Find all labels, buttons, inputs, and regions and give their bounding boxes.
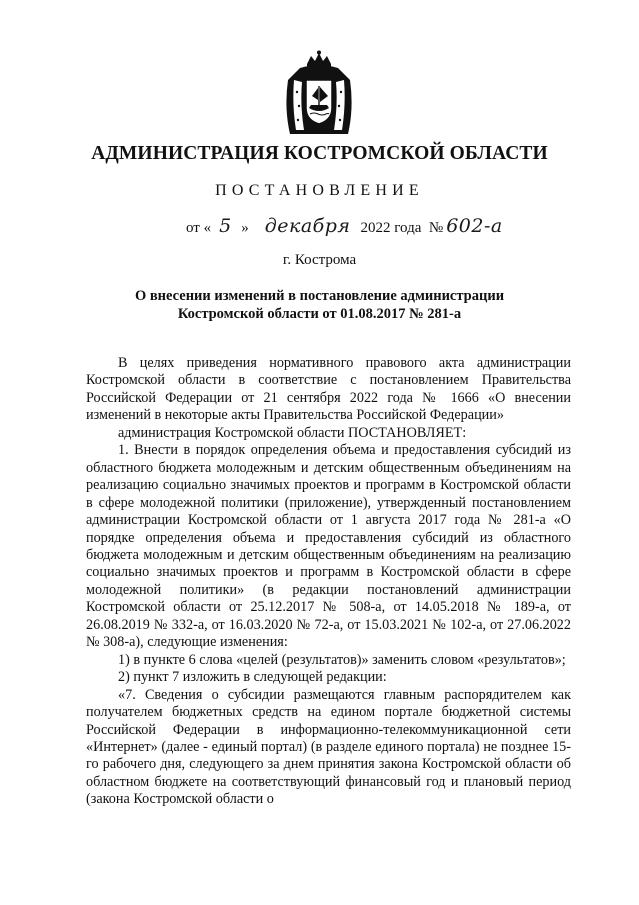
organization-title: АДМИНИСТРАЦИЯ КОСТРОМСКОЙ ОБЛАСТИ — [91, 143, 548, 164]
body-paragraph-item-1: 1. Внести в порядок определения объема и предоставления субсидий из областного бюджета молодежным и детским общественным объединениям на реализацию социально значимых проектов и программ в Костромской области в сфере молодежной политики (приложение), утвержденный постановлением администрации Костромской области от 1 августа 2017 года № 281-а «О порядке определения объема и предоставления субсидий из областного бюджета молодежным и детским общественным объединениям на реализацию социально значимых проектов и программ в Костромской области в сфере молодежной политики» (в редакции постановлений администрации Костромской области от 25.12.2017 № 508-а, от 14.05.2018 № 189-а, от 26.08.2019 № 332-а, от 16.03.2020 № 72-а, от 15.03.2021 № 102-а, от 27.06.2022 № 308-а), следующие изменения: — [86, 442, 571, 651]
coat-of-arms-emblem — [278, 50, 360, 138]
date-quote-close: » — [241, 220, 249, 236]
handwritten-number: 602-а — [446, 215, 503, 237]
city-line: г. Кострома — [282, 252, 357, 268]
handwritten-day: 5 — [219, 215, 232, 237]
subject-line-1: О внесении изменений в постановление администрации — [134, 288, 505, 304]
date-year: 2022 года — [360, 220, 422, 236]
subject-line-2: Костромской области от 01.08.2017 № 281-а — [177, 306, 462, 322]
body-paragraph-clause-7: «7. Сведения о субсидии размещаются главным распорядителем как получателем бюджетных средств на едином портале бюджетной системы Российской Федерации в информационно-телекоммуникационной сети «Интернет» (далее - единый портал) (в разделе единого портала) не позднее 15-го рабочего дня, следующего за днем принятия закона Костромской области об областном бюджете на соответствующий финансовый год и плановый период (закона Костромской области о — [86, 686, 571, 808]
document-subject — [0, 287, 639, 323]
body-paragraph-resolves: администрация Костромской области ПОСТАНОВЛЯЕТ: — [118, 424, 467, 441]
document-type: ПОСТАНОВЛЕНИЕ — [215, 182, 424, 199]
body-paragraph-preamble: В целях приведения нормативного правового акта администрации Костромской области в соответствие с постановлением Правительства Российской Федерации от 21 сентября 2022 года № 1666 «О внесении изменений в некоторые акты Правительства Российской Федерации» — [86, 355, 571, 424]
date-prefix: от « — [186, 220, 212, 236]
body-paragraph-subitem-2: 2) пункт 7 изложить в следующей редакции: — [118, 669, 387, 686]
date-number-line — [186, 215, 503, 237]
body-paragraph-subitem-1: 1) в пункте 6 слова «целей (результатов)» заменить словом «результатов»; — [118, 651, 566, 668]
handwritten-month: декабря — [264, 215, 351, 237]
document-body — [86, 355, 571, 809]
number-prefix: № — [428, 220, 444, 236]
